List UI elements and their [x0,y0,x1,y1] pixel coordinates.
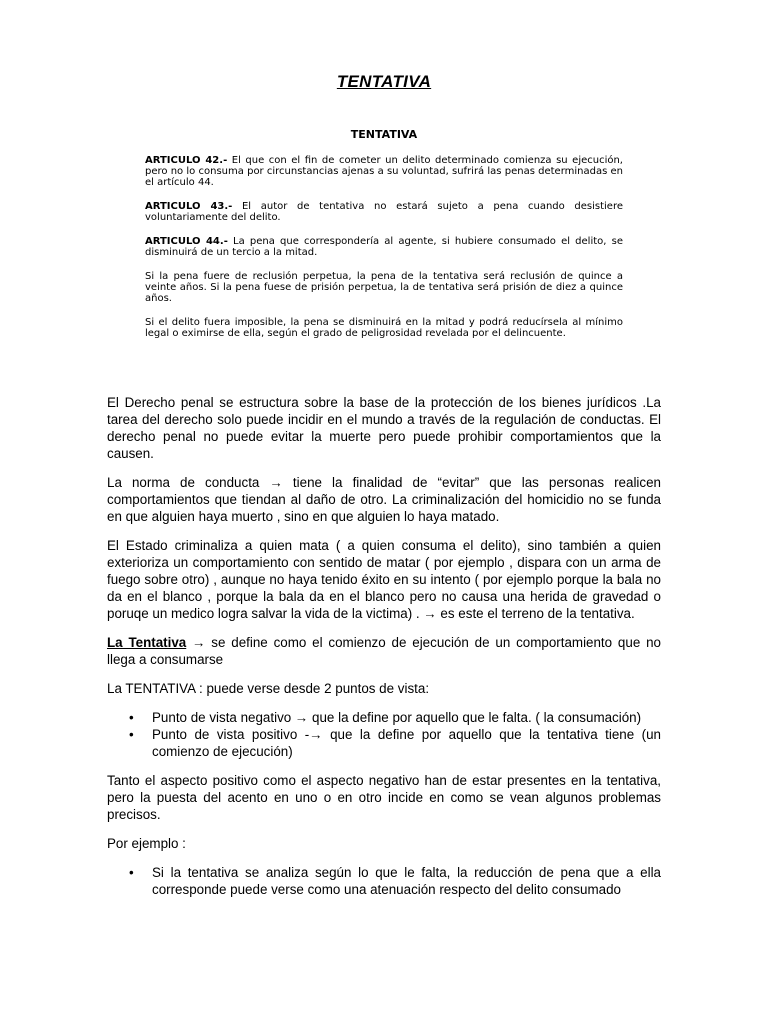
paragraph-4 [107,634,661,668]
article-44-paragraph-2 [145,271,623,304]
bullet-icon: • [129,727,134,742]
article-44-paragraph-3 [145,317,623,339]
paragraph-7: Por ejemplo : [107,836,186,851]
list-item-text: Punto de vista positivo -→ que la define por aquello que la tentativa tiene (un comienzo de ejecución) [152,727,661,759]
list-item [107,864,661,898]
article-text: El que con el fin de cometer un delito determinado comienza su ejecución, pero no lo consuma por circunstancias ajenas a su voluntad, sufrirá las penas determinadas en el artículo 44. [145,155,623,188]
article-text: El autor de tentativa no estará sujeto a pena cuando desistiere voluntariamente del delito. [145,201,623,223]
article-44 [145,236,623,258]
article-label: ARTICULO 42.- [145,155,228,166]
list-item-text: Si la tentativa se analiza según lo que le falta, la reducción de pena que a ella corresponde puede verse como una atenuación respecto del delito consumado [152,865,661,897]
viewpoint-list [107,709,661,760]
list-item-text: Punto de vista negativo → que la define por aquello que le falta. ( la consumación) [152,710,642,725]
term-la-tentativa: La Tentativa [107,635,187,650]
paragraph-3: El Estado criminaliza a quien mata ( a quien consuma el delito), sino también a quien exterioriza un comportamiento con sentido de matar ( por ejemplo , dispara con un arma de fuego sobre otro) , aunque no haya tenido éxito en su intento ( por ejemplo porque la bala no da en el blanco , porque la bala da en el blanco pero no causa una herida de gravedad o poruqe un medico logra salvar la vida de la victima) . → es este el terreno de la tentativa. [107,538,661,621]
paragraph-6: Tanto el aspecto positivo como el aspecto negativo han de estar presentes en la tentativa, pero la puesta del acento en uno o en otro incide en como se vean algunos problemas precisos. [107,773,661,822]
article-text: Si la pena fuere de reclusión perpetua, la pena de la tentativa será reclusión de quince a veinte años. Si la pena fuese de prisión perpetua, la de tentativa será prisión de diez a quince años. [145,271,623,304]
article-label: ARTICULO 44.- [145,236,228,247]
article-text: La pena que correspondería al agente, si hubiere consumado el delito, se disminuirá de un tercio a la mitad. [145,236,623,258]
article-text: Si el delito fuera imposible, la pena se disminuirá en la mitad y podrá reducírsela al mínimo legal o eximirse de ella, según el grado de peligrosidad revelada por el delincuente. [145,317,623,339]
example-list [107,864,661,898]
bullet-icon: • [129,710,134,725]
inner-heading: TENTATIVA [350,128,418,141]
body-text [107,394,661,910]
paragraph-5: La TENTATIVA : puede verse desde 2 puntos de vista: [107,681,430,696]
paragraph-1: El Derecho penal se estructura sobre la base de la protección de los bienes jurídicos .La tarea del derecho solo puede incidir en el mundo a través de la regulación de conductas. El derecho penal no puede evitar la muerte pero puede prohibir comportamientos que la causen. [107,395,661,461]
bullet-icon: • [129,865,134,880]
article-label: ARTICULO 43.- [145,201,233,212]
document-title: TENTATIVA [336,72,432,91]
article-42 [145,155,623,188]
list-item [107,709,661,726]
articles-block [145,155,623,352]
paragraph-2: La norma de conducta → tiene la finalidad de “evitar” que las personas realicen comportamientos que tiendan al daño de otro. La criminalización del homicidio no se funda en que alguien haya muerto , sino en que alguien lo haya matado. [107,475,661,524]
article-43 [145,201,623,223]
definition-text: → se define como el comienzo de ejecución de un comportamiento que no llega a consumarse [107,635,661,667]
list-item [107,726,661,760]
